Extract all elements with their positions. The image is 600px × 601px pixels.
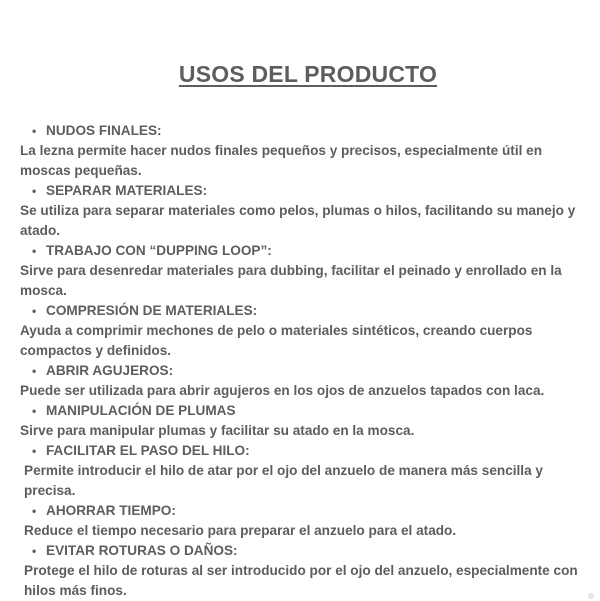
- bullet-icon: •: [32, 504, 37, 518]
- list-item-heading: • FACILITAR EL PASO DEL HILO:: [20, 441, 578, 461]
- bullet-icon: •: [32, 364, 37, 378]
- bullet-icon: •: [32, 404, 37, 418]
- list-item-description: Reduce el tiempo necesario para preparar el anzuelo para el atado.: [24, 523, 457, 538]
- list-item-description: Sirve para manipular plumas y facilitar su atado en la mosca.: [20, 423, 415, 438]
- list-item-heading: • AHORRAR TIEMPO:: [20, 501, 578, 521]
- list-item: [20, 301, 578, 361]
- list-item-heading: • SEPARAR MATERIALES:: [20, 181, 578, 201]
- bullet-icon: •: [32, 304, 37, 318]
- bullet-icon: •: [32, 444, 37, 458]
- list-item: [20, 401, 578, 441]
- list-item-description: Protege el hilo de roturas al ser introducido por el ojo del anzuelo, especialmente con hilos más finos.: [24, 563, 578, 598]
- corner-dot-decoration: [588, 593, 594, 599]
- bullet-icon: •: [32, 544, 37, 558]
- list-item-heading: • TRABAJO CON “DUPPING LOOP”:: [20, 241, 578, 261]
- list-item-heading: • EVITAR ROTURAS O DAÑOS:: [20, 541, 578, 561]
- product-uses-list: [20, 121, 578, 601]
- list-item-heading: • NUDOS FINALES:: [20, 121, 578, 141]
- list-item-description: Se utiliza para separar materiales como pelos, plumas o hilos, facilitando su manejo y atado.: [20, 203, 576, 238]
- list-item-heading: • ABRIR AGUJEROS:: [20, 361, 578, 381]
- list-item-heading: • MANIPULACIÓN DE PLUMAS: [20, 401, 578, 421]
- bullet-icon: •: [32, 184, 37, 198]
- list-item: [20, 361, 578, 401]
- list-item: [20, 541, 578, 601]
- list-item-description: Sirve para desenredar materiales para dubbing, facilitar el peinado y enrollado en la mosca.: [20, 263, 562, 298]
- list-item: [20, 181, 578, 241]
- list-item-description: Puede ser utilizada para abrir agujeros en los ojos de anzuelos tapados con laca.: [20, 383, 545, 398]
- bullet-icon: •: [32, 244, 37, 258]
- page-title: USOS DEL PRODUCTO: [178, 61, 438, 87]
- list-item-description: La lezna permite hacer nudos finales pequeños y precisos, especialmente útil en moscas pequeñas.: [20, 143, 543, 178]
- list-item: [20, 121, 578, 181]
- list-item-description: Permite introducir el hilo de atar por el ojo del anzuelo de manera más sencilla y precisa.: [24, 463, 543, 498]
- list-item: [20, 241, 578, 301]
- list-item: [20, 501, 578, 541]
- list-item: [20, 441, 578, 501]
- list-item-description: Ayuda a comprimir mechones de pelo o materiales sintéticos, creando cuerpos compactos y definidos.: [20, 323, 533, 358]
- list-item-heading: • COMPRESIÓN DE MATERIALES:: [20, 301, 578, 321]
- bullet-icon: •: [32, 124, 37, 138]
